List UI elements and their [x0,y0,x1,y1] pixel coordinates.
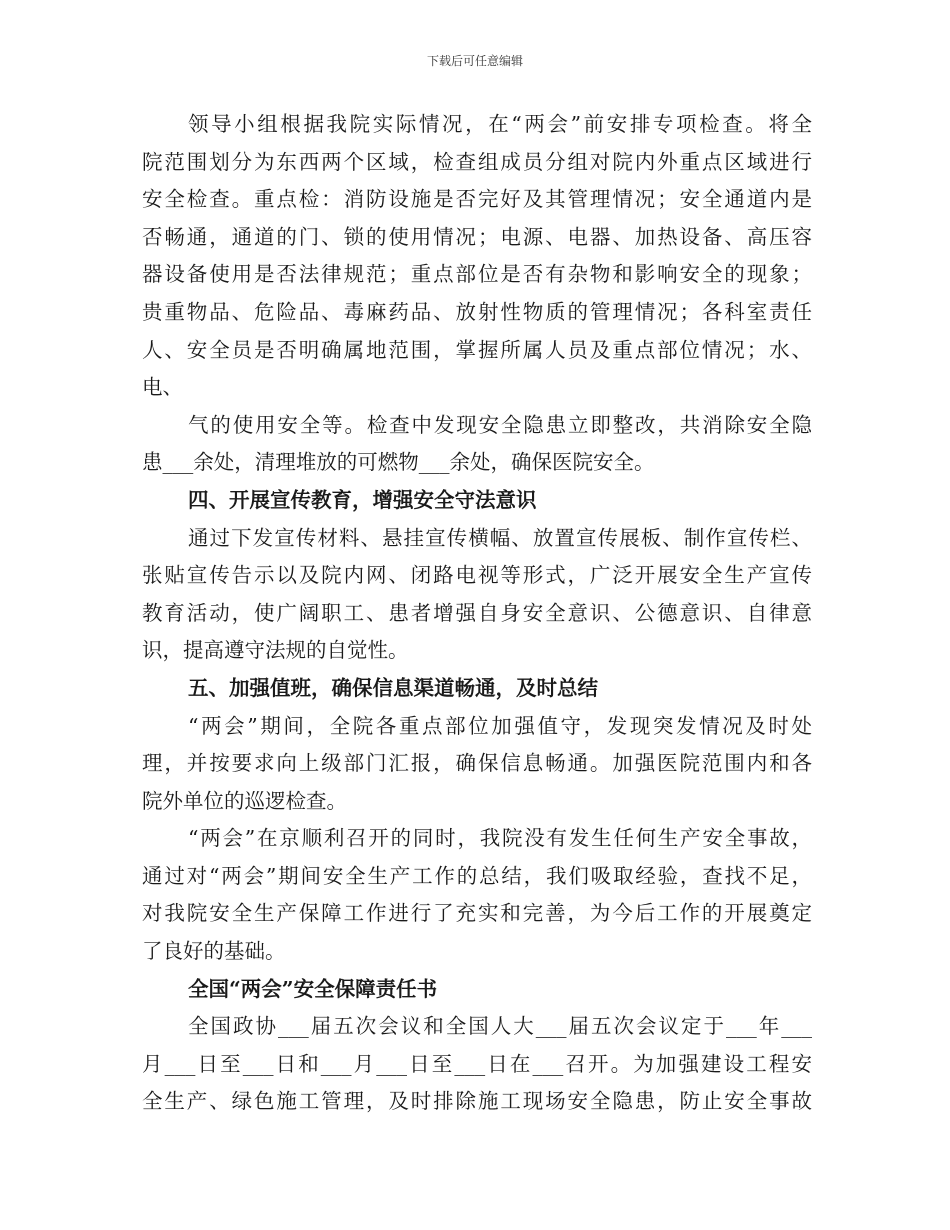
text-line: 患___余处，清理堆放的可燃物___余处，确保医院安全。 [142,450,655,475]
page-header: 下载后可任意编辑 [426,54,523,68]
text-line: 气的使用安全等。检查中发现安全隐患立即整改，共消除安全隐 [188,412,812,437]
text-line: 理，并按要求向上级部门汇报，确保信息畅通。加强医院范围内和各 [142,751,812,776]
text-line: 识，提高遵守法规的自觉性。 [142,638,409,663]
text-line: 否畅通，通道的门、锁的使用情况；电源、电器、加热设备、高压容 [142,224,812,249]
text-line: 了良好的基础。 [142,939,286,964]
text-line: “两会”期间，全院各重点部位加强值守，发现突发情况及时处 [188,713,812,738]
text-line: 安全检查。重点检：消防设施是否完好及其管理情况；安全通道内是 [142,187,812,212]
text-line: 院外单位的巡逻检查。 [142,788,347,813]
text-line: 器设备使用是否法律规范；重点部位是否有杂物和影响安全的现象； [142,262,812,287]
text-line: “两会”在京顺利召开的同时，我院没有发生任何生产安全事故， [188,826,812,851]
text-line: 对我院安全生产保障工作进行了充实和完善，为今后工作的开展奠定 [142,901,812,926]
document-body [142,106,812,1121]
text-line: 全国政协___届五次会议和全国人大___届五次会议定于___年___ [188,1014,812,1039]
text-line: 人、安全员是否明确属地范围，掌握所属人员及重点部位情况；水、 [142,337,812,362]
text-line: 领导小组根据我院实际情况，在“两会”前安排专项检查。将全 [188,112,812,136]
text-line: 教育活动，使广阔职工、患者增强自身安全意识、公德意识、自律意 [142,600,812,625]
text-line: 张贴宣传告示以及院内网、闭路电视等形式，广泛开展安全生产宣传 [142,563,812,588]
text-line: 院范围划分为东西两个区域，检查组成员分组对院内外重点区域进行 [142,149,812,174]
section-heading: 四、开展宣传教育，增强安全守法意识 [188,487,537,512]
text-line: 月___日至___日和___月___日至___日在___召开。为加强建设工程安 [142,1051,812,1076]
text-line: 全生产、绿色施工管理，及时排除施工现场安全隐患，防止安全事故 [142,1089,812,1114]
text-line: 电、 [142,375,183,400]
text-line: 通过下发宣传材料、悬挂宣传横幅、放置宣传展板、制作宣传栏、 [188,525,812,550]
text-line: 贵重物品、危险品、毒麻药品、放射性物质的管理情况；各科室责任 [142,299,812,324]
section-heading: 五、加强值班，确保信息渠道畅通，及时总结 [188,675,598,700]
text-line: 通过对“两会”期间安全生产工作的总结，我们吸取经验，查找不足， [142,863,812,888]
section-heading: 全国“两会”安全保障责任书 [188,976,438,1001]
